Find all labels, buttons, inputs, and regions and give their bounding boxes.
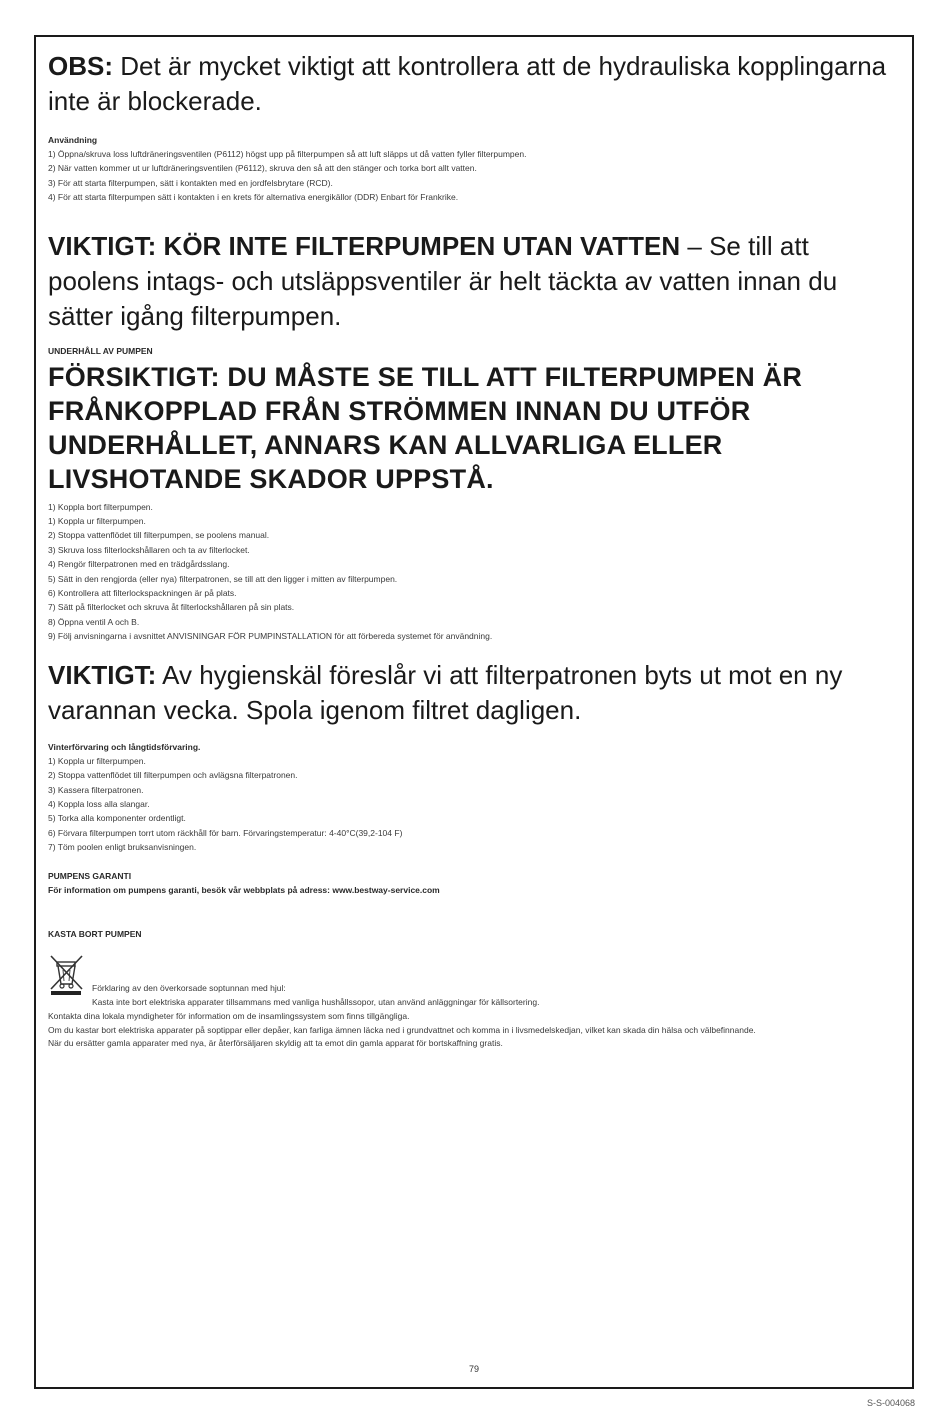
list-item: 9) Följ anvisningarna i avsnittet ANVISNINGAR FÖR PUMPINSTALLATION för att förbereda systemet för användning. [48, 631, 493, 642]
list-item: 1) Koppla ur filterpumpen. [48, 755, 146, 766]
important-notice-2 [48, 658, 898, 728]
maintenance-section [48, 344, 898, 644]
page-number: 79 [468, 1364, 479, 1374]
weee-block [48, 953, 898, 1010]
maintenance-heading: UNDERHÅLL AV PUMPEN [48, 345, 153, 356]
usage-section [48, 133, 898, 205]
obs-notice [48, 49, 898, 119]
list-item: 3) Kassera filterpatronen. [48, 784, 144, 795]
list-item: 1) Koppla ur filterpumpen. [48, 516, 146, 527]
list-item: 2) Stoppa vattenflödet till filterpumpen och avlägsna filterpatronen. [48, 770, 298, 781]
list-item: 4) Rengör filterpatronen med en trädgårdsslang. [48, 559, 230, 570]
list-item: 1) Koppla bort filterpumpen. [48, 501, 153, 512]
warranty-section [48, 869, 898, 897]
disposal-section [48, 927, 898, 1051]
disposal-text: Om du kastar bort elektriska apparater på soptippar eller depåer, kan farliga ämnen läcka ned i grundvattnet och komma in i livsmedelskedjan, vilket kan skada din hälsa och välbefinnande. [48, 1024, 756, 1035]
page-frame [34, 35, 914, 1389]
list-item: 3) För att starta filterpumpen, sätt i kontakten med en jordfelsbrytare (RCD). [48, 177, 333, 188]
document-code: S-S-004068 [866, 1398, 915, 1408]
weee-text [92, 953, 539, 1010]
list-item: 5) Torka alla komponenter ordentligt. [48, 813, 186, 824]
obs-label: OBS: [48, 51, 113, 81]
warranty-text: För information om pumpens garanti, besök vår webbplats på adress: www.bestway-service.com [48, 884, 440, 895]
list-item: 5) Sätt in den rengjorda (eller nya) filterpatronen, se till att den ligger i mitten av filterpumpen. [48, 573, 398, 584]
obs-text: Det är mycket viktigt att kontrollera att de hydrauliska kopplingarna inte är blockerade. [48, 51, 887, 116]
caution-warning: FÖRSIKTIGT: DU MÅSTE SE TILL ATT FILTERPUMPEN ÄR FRÅNKOPPLAD FRÅN STRÖMMEN INNAN DU UTFÖR UNDERHÅLLET, ANNARS KAN ALLVARLIGA ELLER LIVSHOTANDE SKADOR UPPSTÅ. [48, 361, 803, 494]
winter-heading: Vinterförvaring och långtidsförvaring. [48, 741, 201, 752]
list-item: 7) Sätt på filterlocket och skruva åt filterlockshållaren på sin plats. [48, 602, 295, 613]
list-item: 3) Skruva loss filterlockshållaren och ta av filterlocket. [48, 544, 250, 555]
disposal-text: Kontakta dina lokala myndigheter för information om de insamlingssystem som finns tillgängliga. [48, 1011, 410, 1022]
crossed-out-wheelie-bin-icon [48, 953, 88, 995]
important-notice-1 [48, 229, 898, 334]
list-item: 1) Öppna/skruva loss luftdräneringsventilen (P6112) högst upp på filterpumpen så att luft släpps ut då vatten fyller filterpumpen. [48, 149, 527, 159]
winter-list [48, 754, 898, 855]
list-item: 8) Öppna ventil A och B. [48, 616, 140, 627]
maintenance-list [48, 500, 898, 644]
list-item: 2) När vatten kommer ut ur luftdräneringsventilen (P6112), skruva den så att den stänger och torka bort allt vatten. [48, 163, 477, 174]
usage-list [48, 147, 898, 205]
winter-section [48, 740, 898, 855]
list-item: 6) Kontrollera att filterlockspackningen är på plats. [48, 588, 237, 599]
list-item: 7) Töm poolen enligt bruksanvisningen. [48, 842, 197, 853]
list-item: 6) Förvara filterpumpen torrt utom räckhåll för barn. Förvaringstemperatur: 4-40°C(39,2-104 F) [48, 827, 403, 838]
disposal-heading: KASTA BORT PUMPEN [48, 928, 142, 939]
warranty-heading: PUMPENS GARANTI [48, 870, 132, 881]
weee-line: Kasta inte bort elektriska apparater tillsammans med vanliga hushållssopor, utan använd anläggningar för källsortering. [92, 996, 540, 1007]
important-2-text: Av hygienskäl föreslår vi att filterpatronen byts ut mot en ny varannan vecka. Spola igenom filtret dagligen. [48, 659, 843, 725]
disposal-text: När du ersätter gamla apparater med nya, är återförsäljaren skyldig att ta emot din gamla apparat för bortskaffning gratis. [48, 1038, 503, 1049]
list-item: 4) För att starta filterpumpen sätt i kontakten i en krets för alternativa energikällor (DDR) Enbart för Frankrike. [48, 192, 459, 203]
important-1-label: VIKTIGT: KÖR INTE FILTERPUMPEN UTAN VATTEN [48, 230, 681, 261]
usage-heading: Användning [48, 135, 98, 145]
important-1-text: – Se till att poolens intags- och utsläppsventiler är helt täckta av vatten innan du sätter igång filterpumpen. [48, 230, 838, 331]
list-item: 4) Koppla loss alla slangar. [48, 798, 150, 809]
page-content [48, 49, 898, 1051]
important-2-label: VIKTIGT: [48, 659, 157, 690]
weee-line: Förklaring av den överkorsade soptunnan med hjul: [92, 982, 286, 993]
list-item: 2) Stoppa vattenflödet till filterpumpen, se poolens manual. [48, 530, 270, 541]
